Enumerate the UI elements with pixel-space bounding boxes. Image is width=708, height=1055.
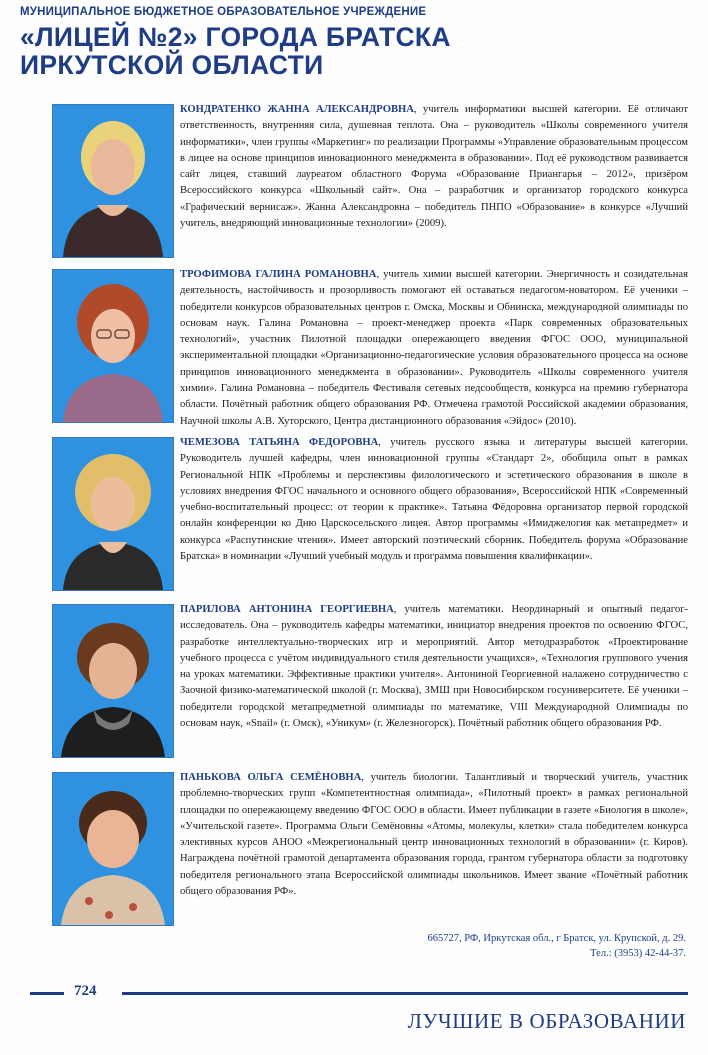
teacher-photo bbox=[52, 604, 174, 758]
teacher-bio bbox=[180, 602, 688, 732]
institution-type: МУНИЦИПАЛЬНОЕ БЮДЖЕТНОЕ ОБРАЗОВАТЕЛЬНОЕ УЧРЕЖДЕНИЕ bbox=[20, 6, 427, 18]
footer-rule-left bbox=[30, 992, 64, 995]
teacher-description: , учитель математики. Неординарный и опытный педагог-исследователь. Она – руководитель кафедры математики, инициатор внедрения проектов по освоению ФГОС, разработке интеллектуально-творческих игр и мероприятий. Автор методразработок «Проектирование учебного процесса с учётом индивидуального стиля деятельности учащихся», «Технология группового учения на уроках математики. Эффективные практики учителя». Антониной Георгиевной налажено сотрудничество с Заочной физико-математической школой (г. Москва), ЗМШ при Новосибирском госуниверситете. Её ученики – победители городской метапредметной олимпиады по математике, VIII Международной Олимпиады по основам наук, «Snail» (г. Омск), «Уникум» (г. Железногорск). Почётный работник общего образования РФ. bbox=[180, 604, 688, 730]
footer-rule-right bbox=[122, 992, 688, 995]
teacher-description: , учитель русского языка и литературы высшей категории. Руководитель лучшей кафедры, член инновационной группы «Стандарт 2», обобщила опыт в рамках Региональной НПК «Проблемы и перспективы филологического и эстетического образования в школе в условиях внедрения ФГОС начального и основного общего образования», Всероссийской НПК «Современный учебно-воспитательный процесс: от теории к практике». Татьяна Фёдоровна организатор первой городской онлайн конференции ко Дню Царскосельского лицея. Автор программы «Имиджелогия как метапредмет» и конкурса «Распутинские чтения». Имеет авторский поэтический сборник. Победитель форума «Образование Братска» в номинации «Лучший учебный модуль и программа повышения квалификации». bbox=[180, 437, 688, 563]
teacher-bio bbox=[180, 102, 688, 232]
teacher-photo bbox=[52, 104, 174, 258]
teacher-name: ПАРИЛОВА АНТОНИНА ГЕОРГИЕВНА bbox=[180, 604, 394, 615]
teacher-bio bbox=[180, 267, 688, 430]
teacher-name: ТРОФИМОВА ГАЛИНА РОМАНОВНА bbox=[180, 269, 377, 280]
teacher-description: , учитель химии высшей категории. Энергичность и созидательная деятельность, настойчивость и прозорливость помогают ей оставаться педагогом-новатором. Её ученики – победители конкурсов образовательных центров г. Омска, Москвы и Обнинска, международной олимпиады по основам наук. Галина Романовна – проект-менеджер проекта «Парк современных образовательных технологий», участник Пилотной площадки опережающего введения ФГОС ООО, муниципальной экспериментальной площадки «Организационно-педагогические условия образовательного процесса на основе принципов инновационного менеджмента в образовании». Руководитель «Школы современного учителя химии». Галина Романовна – победитель Фестиваля сетевых педсообществ, конкурса на премию губернатора области. Почётный работник общего образования РФ. Отмечена грамотой Российской академии образования, Научной школы А.В. Хуторского, Центра дистанционного образования «Эйдос» (2010). bbox=[180, 269, 688, 427]
teacher-photo bbox=[52, 269, 174, 423]
teacher-name: ПАНЬКОВА ОЛЬГА СЕМЁНОВНА bbox=[180, 772, 362, 783]
teacher-photo bbox=[52, 772, 174, 926]
teacher-photo bbox=[52, 437, 174, 591]
phone-line: Тел.: (3953) 42-44-37. bbox=[590, 948, 686, 959]
page-header bbox=[20, 6, 688, 79]
teacher-bio bbox=[180, 435, 688, 565]
magazine-title: ЛУЧШИЕ В ОБРАЗОВАНИИ bbox=[407, 1009, 686, 1033]
contact-address bbox=[427, 931, 686, 961]
teacher-name: ЧЕМЕЗОВА ТАТЬЯНА ФЕДОРОВНА bbox=[180, 437, 379, 448]
teacher-description: , учитель биологии. Талантливый и творческий учитель, участник проблемно-творческих групп «Компетентностная олимпиада», «Пилотный проект» в рамках региональной площадки по опережающему введению ФГОС ООО в области. Имеет публикации в газете «Биология в школе», «Учительской газете». Программа Ольги Семёновны «Атомы, молекулы, клетки» стала победителем конкурса элективных курсов АНОО «Межрегиональный центр инновационных технологий в образовании» (г. Киров). Награждена почётной грамотой департамента образования города, грантом губернатора области за подготовку победителя регионального этапа Всероссийской олимпиады школьников. Имеет звание «Почётный работник общего образования РФ». bbox=[180, 772, 688, 898]
teacher-bio bbox=[180, 770, 688, 900]
page-title bbox=[20, 23, 688, 79]
title-line-2: ИРКУТСКОЙ ОБЛАСТИ bbox=[20, 50, 324, 80]
address-line: 665727, РФ, Иркутская обл., г Братск, ул. Крупской, д. 29. bbox=[427, 933, 686, 944]
title-line-1: «ЛИЦЕЙ №2» ГОРОДА БРАТСКА bbox=[20, 22, 451, 52]
teacher-description: , учитель информатики высшей категории. Её отличают ответственность, внутренняя сила, душевная теплота. Она – руководитель «Школы современного учителя информатики», член группы «Маркетинг» по реализации Программы «Управление образовательным процессом в лицее на основе принципов инновационного менеджмента в образовании». Под её руководством развивается сайт лицея, ставший лауреатом областного Форума «Образование Приангарья – 2012», призёром Всероссийского конкурса «Школьный сайт». Она – разработчик и организатор городского конкурса «Графический вернисаж». Жанна Александровна – победитель ПНПО «Образование» в конкурсе «Лучший учитель, внедряющий инновационные технологии» (2009). bbox=[180, 104, 688, 230]
teacher-name: КОНДРАТЕНКО ЖАННА АЛЕКСАНДРОВНА bbox=[180, 104, 414, 115]
page-number: 724 bbox=[74, 983, 97, 999]
